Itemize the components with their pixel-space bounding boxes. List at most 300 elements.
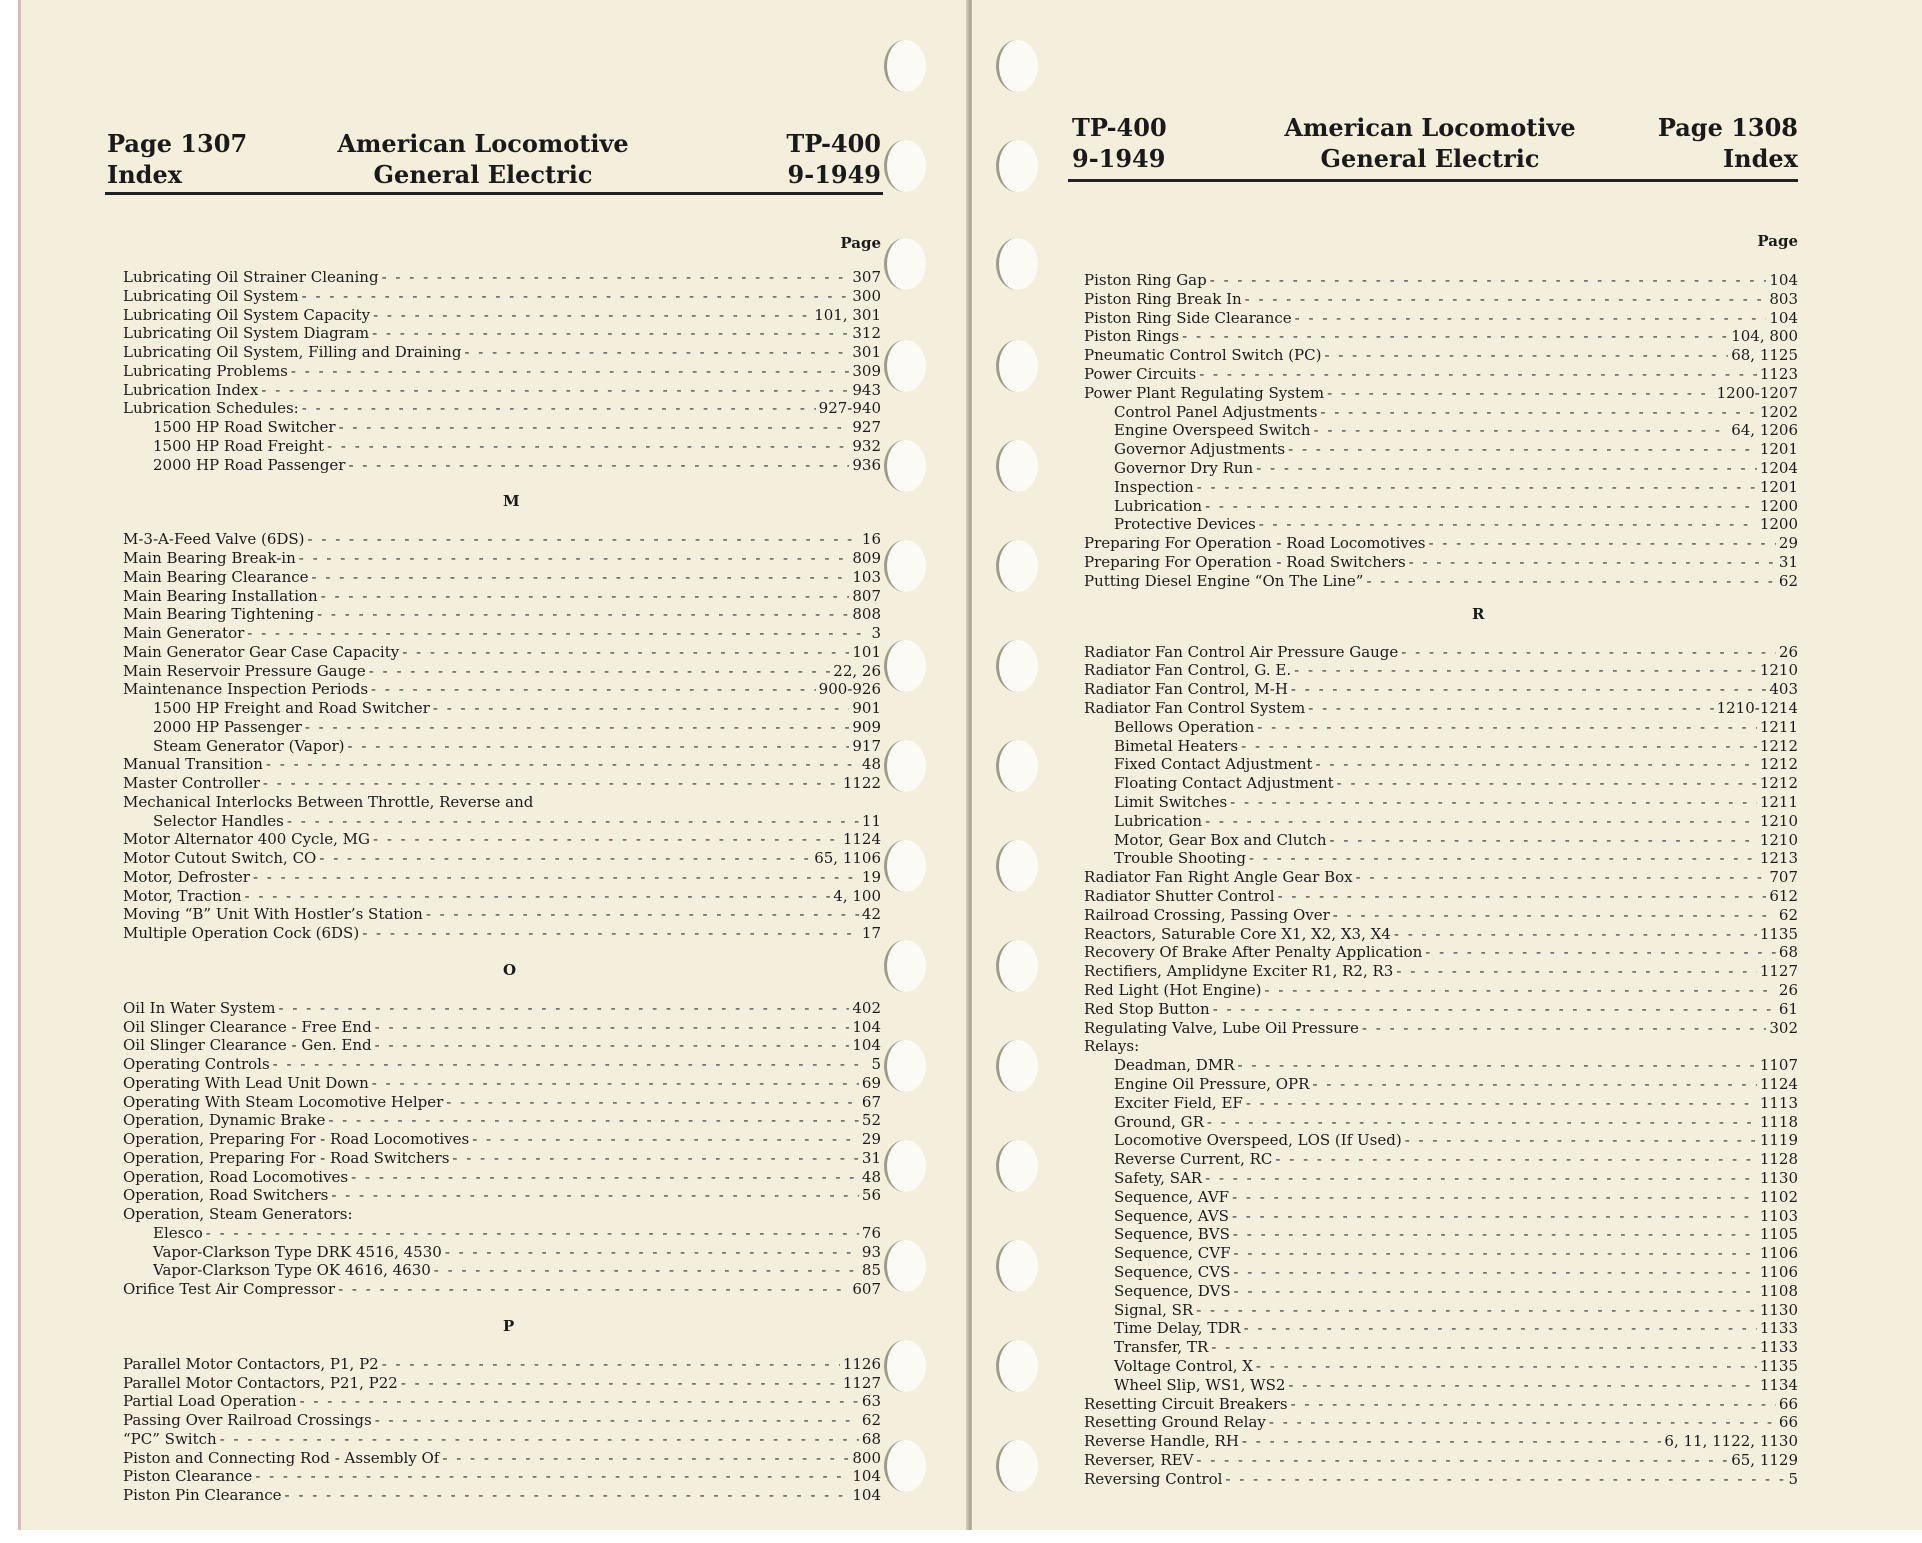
entry-label: Exciter Field, EF bbox=[1114, 1093, 1243, 1112]
index-entry bbox=[123, 381, 881, 400]
dot-leader bbox=[1291, 680, 1766, 699]
company-line-1: American Locomotive bbox=[337, 129, 629, 158]
entry-page-number: 68 bbox=[861, 1429, 881, 1448]
index-entry bbox=[1114, 1357, 1798, 1376]
entry-page-number: 312 bbox=[852, 324, 881, 343]
binder-hole bbox=[996, 840, 1038, 892]
dot-leader bbox=[308, 530, 859, 549]
index-entry bbox=[1114, 1113, 1798, 1132]
entry-label: Mechanical Interlocks Between Throttle, Reverse and bbox=[123, 792, 534, 811]
index-entry bbox=[1114, 459, 1798, 478]
entry-label: Recovery Of Brake After Penalty Application bbox=[1084, 943, 1423, 962]
index-entry bbox=[1084, 346, 1798, 365]
dot-leader bbox=[1428, 534, 1775, 553]
entry-page-number: 1122 bbox=[842, 774, 881, 792]
right-page bbox=[972, 0, 1922, 1530]
company-line-2: General Electric bbox=[373, 160, 593, 189]
binder-hole bbox=[884, 340, 926, 392]
dot-leader bbox=[1197, 478, 1757, 497]
dot-leader bbox=[1234, 1282, 1757, 1301]
dot-leader bbox=[402, 643, 849, 662]
entry-page-number: 909 bbox=[852, 717, 881, 736]
dot-leader bbox=[331, 1186, 859, 1205]
dot-leader bbox=[1308, 699, 1713, 718]
entry-label: Putting Diesel Engine “On The Line” bbox=[1084, 571, 1364, 590]
binder-hole bbox=[996, 1240, 1038, 1292]
index-entry bbox=[1084, 699, 1798, 718]
dot-leader bbox=[1196, 1451, 1728, 1470]
entry-page-number: 901 bbox=[852, 699, 881, 717]
entry-label: Lubrication Schedules: bbox=[123, 399, 299, 418]
entry-label: Main Bearing Clearance bbox=[123, 567, 309, 586]
index-entry bbox=[123, 549, 881, 568]
dot-leader bbox=[348, 456, 849, 475]
index-entry bbox=[1114, 1094, 1798, 1113]
entry-page-number: 104 bbox=[852, 1017, 881, 1036]
page-label: Page 1307 bbox=[107, 129, 248, 158]
entry-page-number: 5 bbox=[1788, 1469, 1798, 1488]
entry-label: Passing Over Railroad Crossings bbox=[123, 1411, 372, 1429]
entry-page-number: 65, 1106 bbox=[814, 849, 881, 867]
binder-hole bbox=[884, 40, 926, 92]
entry-page-number: 943 bbox=[852, 380, 881, 399]
index-entry bbox=[123, 1280, 881, 1299]
entry-label: Operation, Road Switchers bbox=[123, 1186, 329, 1205]
index-entry bbox=[1084, 1432, 1798, 1451]
entry-label: 1500 HP Road Freight bbox=[153, 436, 325, 455]
index-entry bbox=[1114, 1075, 1798, 1094]
dot-leader bbox=[1196, 1301, 1757, 1320]
entry-page-number: 1210 bbox=[1759, 830, 1798, 849]
index-entry bbox=[123, 887, 881, 906]
entry-label: Operating With Steam Locomotive Helper bbox=[123, 1092, 444, 1111]
entry-label: Floating Contact Adjustment bbox=[1114, 774, 1334, 793]
index-entry bbox=[1084, 534, 1798, 553]
index-entry bbox=[1114, 718, 1798, 737]
dot-leader bbox=[1259, 515, 1757, 534]
entry-label: Radiator Fan Control Air Pressure Gauge bbox=[1084, 642, 1399, 661]
binder-hole bbox=[884, 1240, 926, 1292]
index-entry bbox=[123, 868, 881, 887]
dot-leader bbox=[1356, 868, 1767, 887]
entry-page-number: 1105 bbox=[1759, 1225, 1798, 1244]
dot-leader bbox=[351, 1168, 859, 1187]
entry-page-number: 29 bbox=[861, 1130, 881, 1148]
entry-page-number: 1133 bbox=[1759, 1319, 1798, 1338]
entry-label: Maintenance Inspection Periods bbox=[123, 680, 369, 699]
section-label: Index bbox=[107, 160, 183, 189]
entry-label: Moving “B” Unit With Hostler’s Station bbox=[123, 905, 423, 924]
dot-leader bbox=[1182, 327, 1728, 346]
dot-leader bbox=[382, 1355, 840, 1374]
entry-page-number: 1211 bbox=[1759, 717, 1798, 736]
entry-label: Operating Controls bbox=[123, 1055, 270, 1073]
dot-leader bbox=[302, 287, 850, 306]
entry-label: Elesco bbox=[153, 1223, 203, 1242]
entry-label: Deadman, DMR bbox=[1114, 1056, 1235, 1075]
dot-leader bbox=[291, 362, 849, 381]
index-entry bbox=[1114, 1244, 1798, 1263]
entry-page-number: 48 bbox=[861, 1167, 881, 1186]
entry-label: Red Light (Hot Engine) bbox=[1084, 981, 1262, 999]
index-entry bbox=[1084, 981, 1798, 1000]
index-entry bbox=[1114, 1319, 1798, 1338]
binder-hole bbox=[996, 238, 1038, 290]
entry-label: Limit Switches bbox=[1114, 793, 1228, 811]
entry-label: Radiator Fan Right Angle Gear Box bbox=[1084, 868, 1353, 887]
entry-page-number: 66 bbox=[1778, 1413, 1798, 1432]
dot-leader bbox=[1232, 1188, 1757, 1207]
index-entry bbox=[123, 1355, 881, 1374]
binder-hole bbox=[884, 1040, 926, 1092]
index-entry bbox=[123, 1186, 881, 1205]
entry-label: Lubricating Problems bbox=[123, 361, 288, 380]
entry-page-number: 103 bbox=[852, 567, 881, 586]
entry-label: Motor, Defroster bbox=[123, 867, 250, 886]
entry-page-number: 1202 bbox=[1759, 402, 1798, 421]
binder-hole bbox=[884, 940, 926, 992]
entry-page-number: 1124 bbox=[1759, 1075, 1798, 1093]
entry-page-number: 932 bbox=[852, 436, 881, 455]
index-entry bbox=[123, 1168, 881, 1187]
entry-label: Lubricating Oil Strainer Cleaning bbox=[123, 268, 379, 286]
index-entry bbox=[1114, 774, 1798, 793]
dot-leader bbox=[1337, 774, 1757, 793]
binder-hole bbox=[996, 640, 1038, 692]
dot-leader bbox=[1330, 831, 1757, 850]
binder-hole bbox=[996, 440, 1038, 492]
entry-label: Partial Load Operation bbox=[123, 1392, 297, 1411]
dot-leader bbox=[1396, 962, 1756, 981]
entry-page-number: 1210-1214 bbox=[1716, 699, 1798, 717]
index-entry bbox=[123, 1205, 881, 1224]
index-entry bbox=[123, 999, 881, 1018]
index-entry bbox=[1084, 868, 1798, 887]
entry-page-number: 22, 26 bbox=[833, 661, 881, 680]
binder-hole bbox=[884, 540, 926, 592]
entry-page-number: 1212 bbox=[1759, 755, 1798, 774]
index-entry bbox=[123, 362, 881, 381]
index-entry bbox=[123, 1374, 881, 1393]
binder-hole bbox=[884, 1440, 926, 1492]
entry-label: Protective Devices bbox=[1114, 515, 1256, 534]
dot-leader bbox=[373, 306, 811, 325]
entry-label: Lubricating Oil System, Filling and Draining bbox=[123, 343, 462, 361]
entry-label: Motor, Traction bbox=[123, 886, 242, 905]
section-letter: P bbox=[503, 1316, 515, 1335]
entry-page-number: 403 bbox=[1769, 680, 1798, 699]
header-rule bbox=[1068, 179, 1798, 182]
entry-page-number: 1211 bbox=[1759, 793, 1798, 811]
binder-hole bbox=[996, 540, 1038, 592]
entry-label: Piston Ring Break In bbox=[1084, 289, 1242, 308]
entry-page-number: 1134 bbox=[1759, 1375, 1798, 1394]
dot-leader bbox=[1320, 403, 1756, 422]
entry-label: Lubrication bbox=[1114, 496, 1203, 515]
entry-page-number: 1135 bbox=[1759, 924, 1798, 943]
entry-page-number: 1200-1207 bbox=[1716, 383, 1798, 402]
dot-leader bbox=[1288, 440, 1757, 459]
entry-label: Transfer, TR bbox=[1114, 1338, 1209, 1357]
entry-page-number: 48 bbox=[861, 755, 881, 774]
index-entry bbox=[123, 287, 881, 306]
dot-leader bbox=[1314, 421, 1729, 440]
dot-leader bbox=[255, 1467, 849, 1486]
index-entry bbox=[1084, 553, 1798, 572]
dot-leader bbox=[1210, 271, 1767, 290]
left-doc-block bbox=[721, 128, 881, 190]
dot-leader bbox=[1333, 906, 1776, 925]
dot-leader bbox=[261, 381, 849, 400]
entry-page-number: 6, 11, 1122, 1130 bbox=[1664, 1432, 1798, 1451]
company-line-1: American Locomotive bbox=[1284, 113, 1576, 142]
dot-leader bbox=[373, 830, 840, 849]
entry-page-number: 307 bbox=[852, 268, 881, 286]
left-page-number-block bbox=[107, 128, 247, 190]
binder-hole bbox=[996, 740, 1038, 792]
dot-leader bbox=[464, 343, 849, 362]
index-entry bbox=[1084, 887, 1798, 906]
dot-leader bbox=[375, 1036, 850, 1055]
entry-label: Main Bearing Tightening bbox=[123, 605, 315, 624]
entry-page-number: 1107 bbox=[1759, 1056, 1798, 1075]
entry-label: Oil Slinger Clearance - Gen. End bbox=[123, 1036, 372, 1055]
entry-label: Parallel Motor Contactors, P21, P22 bbox=[123, 1373, 398, 1392]
entry-label: Piston Ring Gap bbox=[1084, 271, 1207, 289]
entry-page-number: 1103 bbox=[1759, 1206, 1798, 1225]
entry-label: Lubrication Index bbox=[123, 380, 259, 399]
index-entry bbox=[123, 1486, 881, 1505]
index-entry bbox=[123, 774, 881, 793]
index-entry bbox=[1084, 661, 1798, 680]
page-column-label: Page bbox=[1757, 232, 1798, 250]
entry-label: Sequence, AVF bbox=[1114, 1187, 1230, 1206]
entry-label: Reverser, REV bbox=[1084, 1451, 1194, 1469]
index-entry bbox=[123, 399, 881, 418]
doc-number: TP-400 bbox=[1072, 113, 1167, 142]
dot-leader bbox=[1246, 1094, 1757, 1113]
entry-page-number: 1201 bbox=[1759, 440, 1798, 459]
entry-page-number: 1123 bbox=[1759, 365, 1798, 383]
index-entry bbox=[123, 343, 881, 362]
entry-label: Reversing Control bbox=[1084, 1469, 1223, 1488]
dot-leader bbox=[339, 418, 850, 437]
index-entry bbox=[1114, 1376, 1798, 1395]
index-entry bbox=[1114, 478, 1798, 497]
index-entry bbox=[1114, 1263, 1798, 1282]
dot-leader bbox=[1324, 346, 1728, 365]
dot-leader bbox=[1232, 1207, 1757, 1226]
dot-leader bbox=[1269, 1413, 1776, 1432]
dot-leader bbox=[1244, 1319, 1757, 1338]
index-entry bbox=[123, 924, 881, 943]
entry-label: Piston Pin Clearance bbox=[123, 1486, 282, 1504]
entry-page-number: 803 bbox=[1769, 289, 1798, 308]
entry-label: Piston and Connecting Rod - Assembly Of bbox=[123, 1448, 440, 1467]
dot-leader bbox=[1288, 1376, 1756, 1395]
dot-leader bbox=[266, 755, 859, 774]
entry-page-number: 302 bbox=[1769, 1018, 1798, 1037]
index-entry bbox=[123, 530, 881, 549]
index-entry bbox=[1114, 403, 1798, 422]
entry-page-number: 1213 bbox=[1759, 849, 1798, 868]
entry-page-number: 1200 bbox=[1759, 515, 1798, 534]
entry-page-number: 917 bbox=[852, 736, 881, 755]
entry-label: Operation, Dynamic Brake bbox=[123, 1111, 326, 1130]
dot-leader bbox=[472, 1130, 859, 1149]
binder-hole bbox=[996, 1340, 1038, 1392]
index-entry bbox=[123, 1392, 881, 1411]
entry-label: Main Generator bbox=[123, 624, 245, 642]
dot-leader bbox=[1294, 661, 1757, 680]
entry-label: Rectifiers, Amplidyne Exciter R1, R2, R3 bbox=[1084, 962, 1394, 981]
entry-label: Oil Slinger Clearance - Free End bbox=[123, 1017, 372, 1036]
entry-page-number: 936 bbox=[852, 455, 881, 474]
entry-page-number: 61 bbox=[1778, 999, 1798, 1018]
dot-leader bbox=[1295, 309, 1767, 328]
entry-page-number: 1127 bbox=[842, 1373, 881, 1392]
entry-page-number: 1108 bbox=[1759, 1281, 1798, 1300]
entry-label: Inspection bbox=[1114, 477, 1194, 496]
dot-leader bbox=[1205, 812, 1757, 831]
index-entry bbox=[1114, 515, 1798, 534]
index-entry bbox=[1084, 1451, 1798, 1470]
index-entry bbox=[1084, 1000, 1798, 1019]
entry-label: Master Controller bbox=[123, 774, 260, 792]
entry-page-number: 63 bbox=[861, 1392, 881, 1411]
dot-leader bbox=[452, 1149, 859, 1168]
entry-page-number: 900-926 bbox=[818, 680, 881, 699]
index-entry bbox=[1114, 755, 1798, 774]
entry-page-number: 104 bbox=[852, 1486, 881, 1504]
dot-leader bbox=[338, 1280, 849, 1299]
entry-label: Operating With Lead Unit Down bbox=[123, 1073, 369, 1092]
dot-leader bbox=[245, 887, 831, 906]
index-entry bbox=[1084, 943, 1798, 962]
index-entry bbox=[153, 456, 881, 475]
entry-page-number: 56 bbox=[861, 1186, 881, 1205]
entry-label: Operation, Preparing For - Road Locomotives bbox=[123, 1130, 470, 1148]
index-entry bbox=[123, 1074, 881, 1093]
entry-page-number: 1124 bbox=[842, 830, 881, 849]
entry-page-number: 64, 1206 bbox=[1731, 421, 1798, 440]
entry-page-number: 17 bbox=[861, 924, 881, 942]
entry-label: Trouble Shooting bbox=[1114, 849, 1246, 868]
right-doc-block bbox=[1072, 112, 1167, 174]
entry-page-number: 68 bbox=[1778, 943, 1798, 962]
index-entry bbox=[123, 1130, 881, 1149]
entry-label: Piston Rings bbox=[1084, 327, 1180, 346]
entry-page-number: 1133 bbox=[1759, 1338, 1798, 1357]
index-entry bbox=[153, 1261, 881, 1280]
right-page-number-block bbox=[1612, 112, 1798, 174]
entry-page-number: 101, 301 bbox=[814, 305, 881, 324]
entry-label: Preparing For Operation - Road Switchers bbox=[1084, 553, 1406, 571]
dot-leader bbox=[328, 1111, 859, 1130]
index-entry bbox=[1084, 906, 1798, 925]
entry-label: Signal, SR bbox=[1114, 1300, 1194, 1319]
dot-leader bbox=[369, 662, 831, 681]
dot-leader bbox=[1312, 1075, 1756, 1094]
dot-leader bbox=[317, 605, 849, 624]
entry-label: Bellows Operation bbox=[1114, 717, 1255, 736]
entry-label: M-3-A-Feed Valve (6DS) bbox=[123, 530, 305, 549]
dot-leader bbox=[433, 699, 850, 718]
dot-leader bbox=[1256, 459, 1757, 478]
dot-leader bbox=[263, 774, 840, 793]
entry-page-number: 104 bbox=[1769, 271, 1798, 289]
index-entry bbox=[123, 680, 881, 699]
index-entry bbox=[1114, 1207, 1798, 1226]
index-entry bbox=[123, 755, 881, 774]
index-entry bbox=[1114, 421, 1798, 440]
entry-label: Steam Generator (Vapor) bbox=[153, 736, 345, 755]
dot-leader bbox=[1238, 1056, 1757, 1075]
dot-leader bbox=[362, 924, 859, 943]
left-page bbox=[18, 0, 971, 1530]
entry-label: Vapor-Clarkson Type OK 4616, 4630 bbox=[153, 1261, 431, 1280]
entry-page-number: 1106 bbox=[1759, 1244, 1798, 1263]
entry-page-number: 1126 bbox=[842, 1354, 881, 1373]
entry-page-number: 19 bbox=[861, 867, 881, 886]
entry-label: Main Reservoir Pressure Gauge bbox=[123, 661, 366, 680]
entry-label: Vapor-Clarkson Type DRK 4516, 4530 bbox=[153, 1242, 442, 1261]
index-entry bbox=[123, 1411, 881, 1430]
dot-leader bbox=[1401, 643, 1776, 662]
dot-leader bbox=[372, 324, 849, 343]
dot-leader bbox=[401, 1374, 840, 1393]
entry-label: Piston Ring Side Clearance bbox=[1084, 308, 1292, 327]
entry-page-number: 104 bbox=[1769, 308, 1798, 327]
index-entry bbox=[1084, 962, 1798, 981]
entry-page-number: 1113 bbox=[1759, 1093, 1798, 1112]
entry-label: Power Circuits bbox=[1084, 365, 1197, 383]
entry-label: 2000 HP Road Passenger bbox=[153, 455, 346, 474]
entry-label: Bimetal Heaters bbox=[1114, 736, 1239, 755]
entry-label: Ground, GR bbox=[1114, 1112, 1204, 1131]
entry-label: Red Stop Button bbox=[1084, 999, 1210, 1018]
dot-leader bbox=[206, 1224, 859, 1243]
entry-label: Governor Dry Run bbox=[1114, 459, 1254, 477]
index-entry bbox=[123, 662, 881, 681]
dot-leader bbox=[375, 1018, 850, 1037]
binder-hole bbox=[996, 1140, 1038, 1192]
binder-hole bbox=[884, 440, 926, 492]
entry-label: Operation, Road Locomotives bbox=[123, 1167, 349, 1186]
entry-label: Parallel Motor Contactors, P1, P2 bbox=[123, 1354, 379, 1373]
index-entry bbox=[123, 793, 881, 812]
entry-page-number: 68, 1125 bbox=[1731, 346, 1798, 365]
index-entry bbox=[1084, 309, 1798, 328]
entry-label: Main Bearing Break-in bbox=[123, 549, 296, 567]
entry-page-number: 402 bbox=[852, 998, 881, 1017]
index-entry bbox=[123, 1149, 881, 1168]
entry-label: Piston Clearance bbox=[123, 1467, 253, 1486]
entry-label: Oil In Water System bbox=[123, 998, 276, 1017]
index-entry bbox=[153, 718, 881, 737]
entry-page-number: 104 bbox=[852, 1467, 881, 1486]
index-entry bbox=[1114, 1169, 1798, 1188]
entry-label: Radiator Fan Control, M-H bbox=[1084, 680, 1288, 699]
index-entry bbox=[1114, 1225, 1798, 1244]
entry-label: Main Generator Gear Case Capacity bbox=[123, 642, 400, 661]
entry-label: Relays: bbox=[1084, 1037, 1140, 1056]
dot-leader bbox=[446, 1093, 859, 1112]
dot-leader bbox=[319, 849, 811, 868]
index-entry bbox=[1084, 271, 1798, 290]
index-entry bbox=[153, 812, 881, 831]
index-entry bbox=[1114, 849, 1798, 868]
